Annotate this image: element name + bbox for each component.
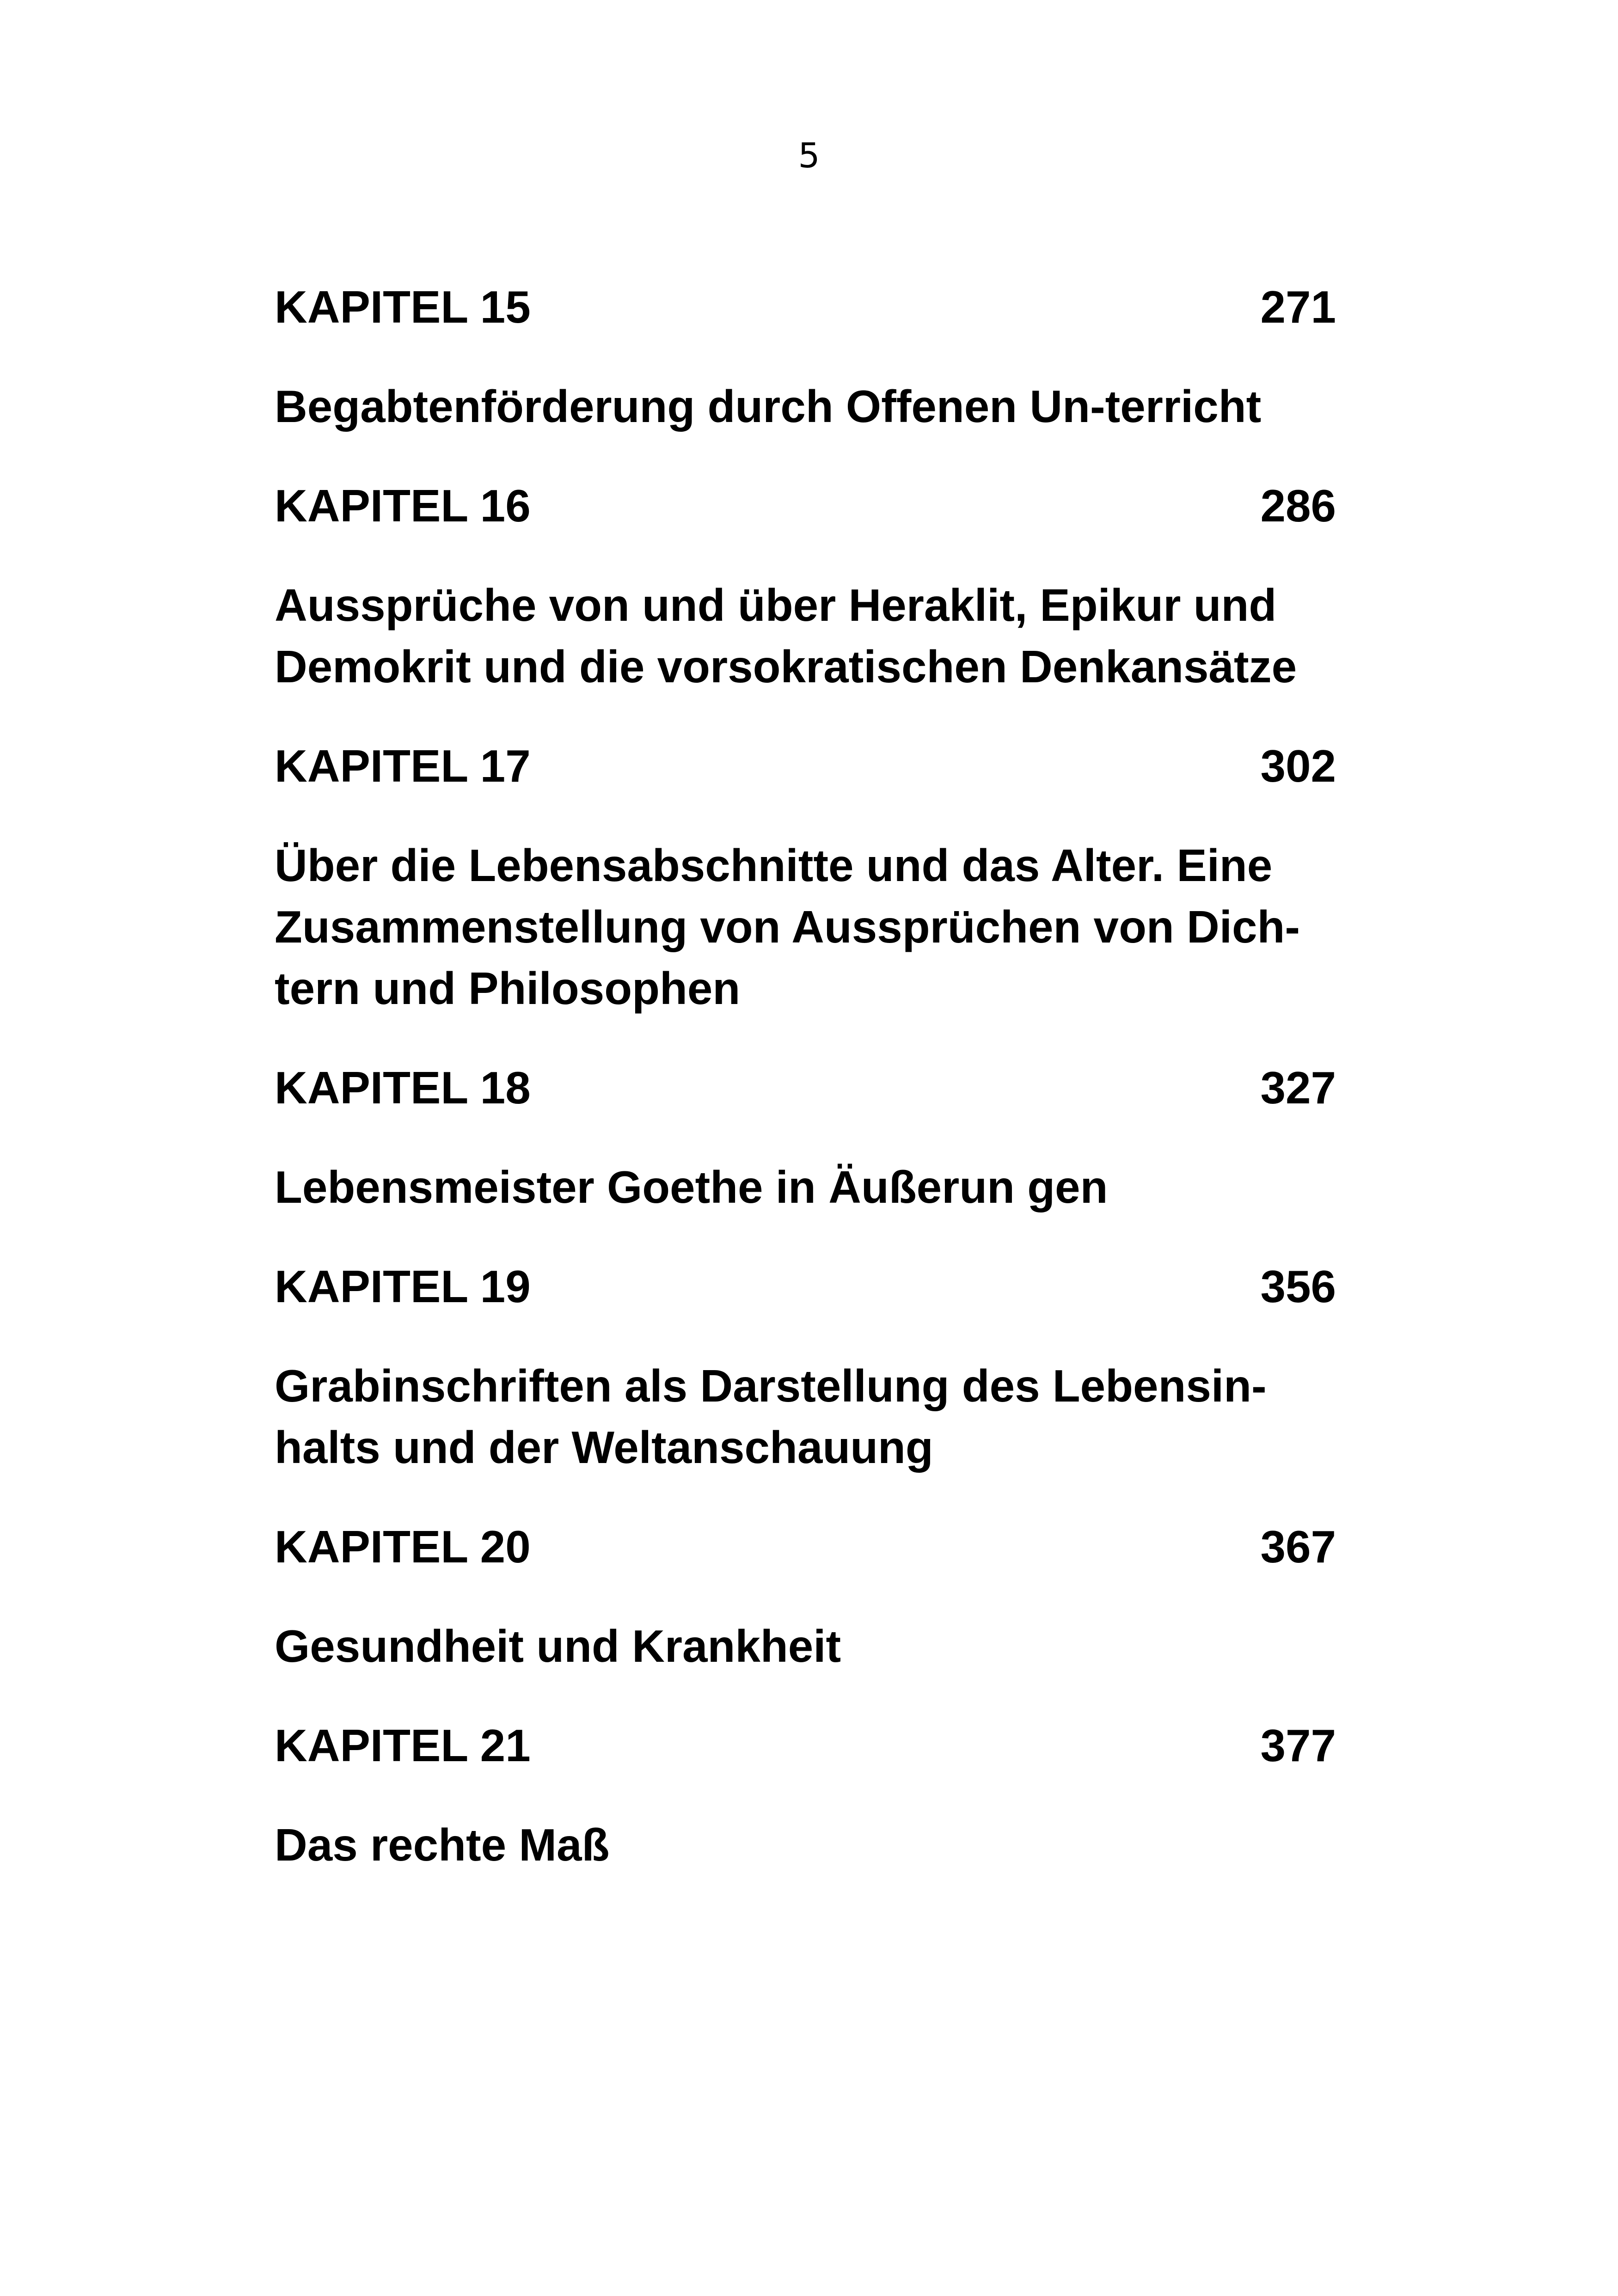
page-number: 5 [798, 136, 820, 176]
chapter-heading-row [275, 1256, 1336, 1317]
chapter-page-number: 286 [1260, 480, 1336, 531]
chapter-heading-row [275, 1516, 1336, 1578]
chapter-title-line: Demokrit und die vorsokratischen Denkansätze [275, 641, 1297, 692]
chapter-title [275, 1355, 1336, 1478]
chapter-title-line: halts und der Weltanschauung [275, 1422, 933, 1473]
chapter-heading: KAPITEL 16 [275, 480, 531, 531]
chapter-title-line: Grabinschriften als Darstellung des Lebensin- [275, 1360, 1267, 1411]
chapter-page-number: 302 [1260, 741, 1336, 791]
chapter-title [275, 1157, 1336, 1218]
chapter-page-number: 271 [1260, 282, 1336, 332]
chapter-page-number: 327 [1260, 1062, 1336, 1113]
table-of-contents [275, 276, 1336, 1914]
chapter-heading: KAPITEL 21 [275, 1720, 531, 1771]
chapter-title-line: Lebensmeister Goethe in Äußerun gen [275, 1162, 1108, 1212]
chapter-page-number: 367 [1260, 1521, 1336, 1572]
chapter-heading: KAPITEL 17 [275, 741, 531, 791]
chapter-title-line: Aussprüche von und über Heraklit, Epikur und [275, 580, 1277, 631]
chapter-heading-row [275, 1057, 1336, 1119]
chapter-title [275, 1616, 1336, 1677]
chapter-heading: KAPITEL 15 [275, 282, 531, 332]
chapter-heading-row [275, 1715, 1336, 1776]
chapter-heading: KAPITEL 20 [275, 1521, 531, 1572]
chapter-title-line: Das rechte Maß [275, 1819, 610, 1870]
chapter-title [275, 575, 1336, 698]
chapter-heading: KAPITEL 19 [275, 1261, 531, 1312]
chapter-title-line: Über die Lebensabschnitte und das Alter. Eine [275, 840, 1273, 891]
chapter-title [275, 1814, 1336, 1876]
chapter-title-line: tern und Philosophen [275, 963, 741, 1014]
chapter-page-number: 377 [1260, 1720, 1336, 1771]
chapter-heading-row [275, 475, 1336, 537]
chapter-heading-row [275, 276, 1336, 338]
chapter-heading: KAPITEL 18 [275, 1062, 531, 1113]
chapter-title-line: Begabtenförderung durch Offenen Un-terricht [275, 381, 1262, 432]
chapter-title [275, 376, 1336, 437]
chapter-page-number: 356 [1260, 1261, 1336, 1312]
chapter-title [275, 835, 1336, 1019]
chapter-heading-row [275, 735, 1336, 797]
chapter-title-line: Zusammenstellung von Aussprüchen von Dich- [275, 901, 1300, 952]
chapter-title-line: Gesundheit und Krankheit [275, 1621, 841, 1671]
